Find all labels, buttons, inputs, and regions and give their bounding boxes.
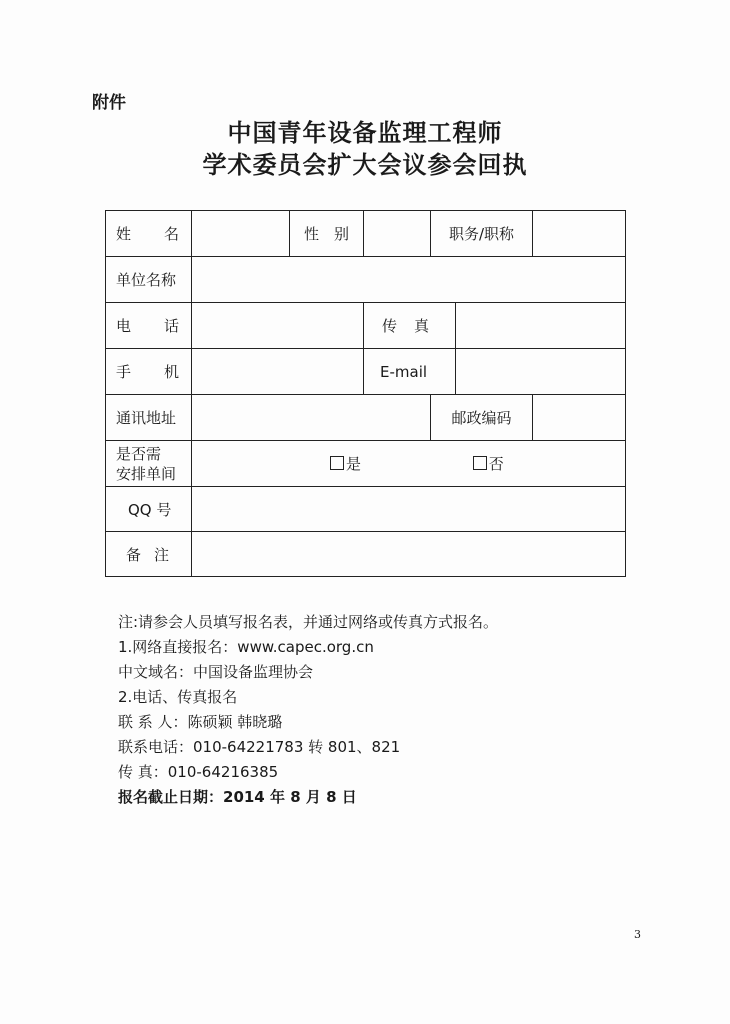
address-field[interactable] <box>192 395 431 441</box>
fax-field[interactable] <box>456 303 626 349</box>
note-line: 注:请参会人员填写报名表，并通过网络或传真方式报名。 <box>118 613 499 631</box>
remark-field[interactable] <box>192 532 626 577</box>
email-field[interactable] <box>456 349 626 395</box>
mobile-label: 手 机 <box>106 349 192 395</box>
name-field[interactable] <box>192 211 290 257</box>
gender-label: 性 别 <box>290 211 364 257</box>
position-field[interactable] <box>533 211 626 257</box>
deadline: 报名截止日期：2014 年 8 月 8 日 <box>118 788 357 806</box>
address-label: 通讯地址 <box>106 395 192 441</box>
room-label: 是否需 安排单间 <box>106 441 192 487</box>
qq-field[interactable] <box>192 487 626 532</box>
registration-form-table <box>105 210 626 577</box>
page-title-line2: 学术委员会扩大会议参会回执 <box>202 150 528 179</box>
fax-label: 传 真 <box>364 303 456 349</box>
yes-option[interactable]: 是 <box>330 455 361 473</box>
position-label: 职务/职称 <box>431 211 533 257</box>
org-label: 单位名称 <box>106 257 192 303</box>
email-label: E-mail <box>364 349 456 395</box>
contact-person: 联 系 人：陈硕颖 韩晓璐 <box>118 713 283 731</box>
qq-label: QQ 号 <box>106 487 192 532</box>
no-option[interactable]: 否 <box>473 455 504 473</box>
note-line: 中文域名：中国设备监理协会 <box>118 663 314 681</box>
remark-label: 备 注 <box>106 532 192 577</box>
notes-section <box>118 610 498 810</box>
note-line: 1.网络直接报名：www.capec.org.cn <box>118 638 374 656</box>
org-field[interactable] <box>192 257 626 303</box>
contact-fax: 传 真：010-64216385 <box>118 763 279 781</box>
postcode-label: 邮政编码 <box>431 395 533 441</box>
gender-field[interactable] <box>364 211 431 257</box>
page-number: 3 <box>634 928 641 941</box>
postcode-field[interactable] <box>533 395 626 441</box>
phone-field[interactable] <box>192 303 364 349</box>
note-line: 2.电话、传真报名 <box>118 688 238 706</box>
attachment-label: 附件 <box>92 93 126 113</box>
room-options <box>192 441 626 487</box>
phone-label: 电 话 <box>106 303 192 349</box>
yes-checkbox[interactable] <box>330 456 344 470</box>
name-label: 姓 名 <box>106 211 192 257</box>
mobile-field[interactable] <box>192 349 364 395</box>
page-title-line1: 中国青年设备监理工程师 <box>227 118 503 147</box>
contact-phone: 联系电话：010-64221783 转 801、821 <box>118 738 401 756</box>
no-checkbox[interactable] <box>473 456 487 470</box>
